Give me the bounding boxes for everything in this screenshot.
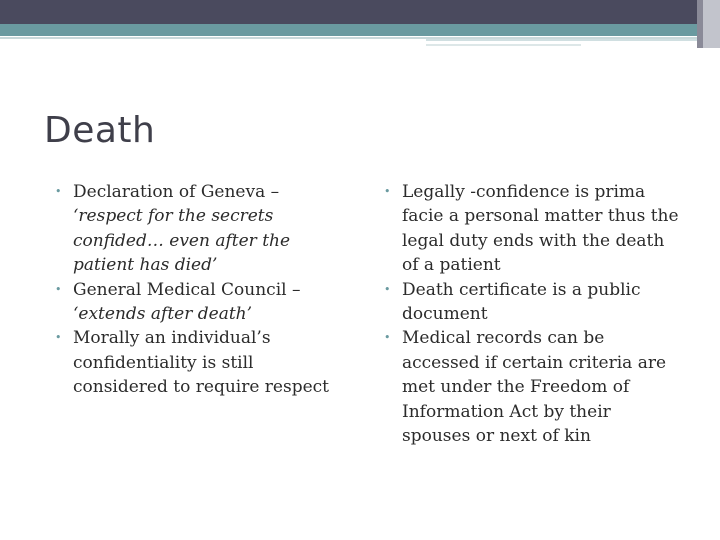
bullet-icon: • xyxy=(384,185,391,198)
list-item xyxy=(383,326,683,448)
bullet-text: Declaration of Geneva – xyxy=(73,182,280,202)
decoration-line xyxy=(426,39,697,41)
bullet-icon: • xyxy=(384,282,391,296)
bullet-text: Morally an individual’s confidentiality is still considered to require respect xyxy=(73,328,330,398)
slide-title: Death xyxy=(44,110,156,151)
list-item xyxy=(383,278,683,327)
right-bullet-list xyxy=(383,180,683,448)
bullet-icon: • xyxy=(384,331,391,345)
bullet-quote: ‘extends after death’ xyxy=(73,304,253,325)
corner-decoration-inner xyxy=(703,0,720,48)
bullet-text: Legally -confidence is prima facie a personal matter thus the legal duty ends with the death of a patient xyxy=(402,182,679,276)
teal-decoration-band xyxy=(0,24,720,36)
bullet-icon: • xyxy=(55,331,62,345)
bullet-text: Medical records can be accessed if certain criteria are met under the Freedom of Information Act by their spouses or next of kin xyxy=(402,328,667,447)
bullet-icon: • xyxy=(55,282,62,296)
bullet-text: Death certificate is a public document xyxy=(402,279,641,325)
bullet-text: General Medical Council – xyxy=(73,279,301,300)
left-bullet-list xyxy=(54,180,344,400)
decoration-line xyxy=(426,44,581,46)
top-decoration-bar xyxy=(0,0,720,24)
bullet-icon: • xyxy=(55,185,62,198)
list-item xyxy=(54,326,344,399)
list-item xyxy=(54,180,344,278)
list-item xyxy=(54,278,344,327)
list-item xyxy=(383,180,683,278)
bullet-quote: ‘respect for the secrets confided… even after the patient has died’ xyxy=(73,206,291,276)
